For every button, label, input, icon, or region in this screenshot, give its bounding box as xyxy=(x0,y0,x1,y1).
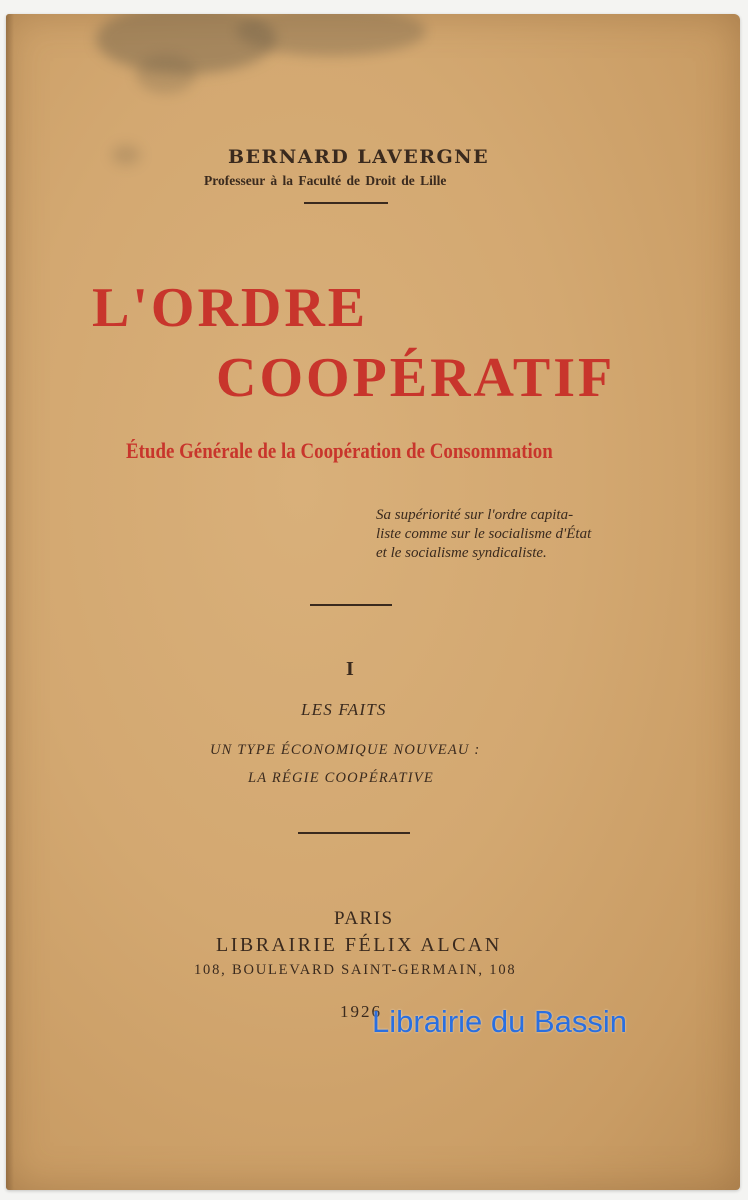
book-subtitle: Étude Générale de la Coopération de Consommation xyxy=(126,438,553,463)
volume-title: LES FAITS xyxy=(301,700,387,719)
divider-rule xyxy=(310,604,392,606)
epigraph-line: et le socialisme syndicaliste. xyxy=(376,545,547,561)
publisher-city: PARIS xyxy=(334,908,394,929)
water-stain xyxy=(111,144,141,166)
divider-rule xyxy=(298,832,410,834)
cover-spine-shadow xyxy=(6,14,14,1190)
volume-subtitle-line-1: UN TYPE ÉCONOMIQUE NOUVEAU : xyxy=(210,742,481,758)
title-line-1: L'ORDRE xyxy=(92,277,369,339)
title-line-2: COOPÉRATIF xyxy=(216,347,616,409)
volume-number: I xyxy=(346,658,354,680)
publisher-name: LIBRAIRIE FÉLIX ALCAN xyxy=(216,934,502,956)
author-affiliation: Professeur à la Faculté de Droit de Lille xyxy=(204,173,447,188)
epigraph-line: Sa supériorité sur l'ordre capita- xyxy=(376,507,574,523)
seller-watermark: Librairie du Bassin xyxy=(372,1004,628,1039)
epigraph-line: liste comme sur le socialisme d'État xyxy=(376,526,592,542)
water-stain xyxy=(136,54,196,94)
epigraph xyxy=(376,506,591,563)
author-name: BERNARD LAVERGNE xyxy=(228,146,490,168)
publisher-address: 108, BOULEVARD SAINT-GERMAIN, 108 xyxy=(194,962,517,978)
divider-rule xyxy=(304,202,388,204)
volume-subtitle-line-2: LA RÉGIE COOPÉRATIVE xyxy=(248,770,434,786)
publication-year: 1926 xyxy=(340,1002,382,1021)
